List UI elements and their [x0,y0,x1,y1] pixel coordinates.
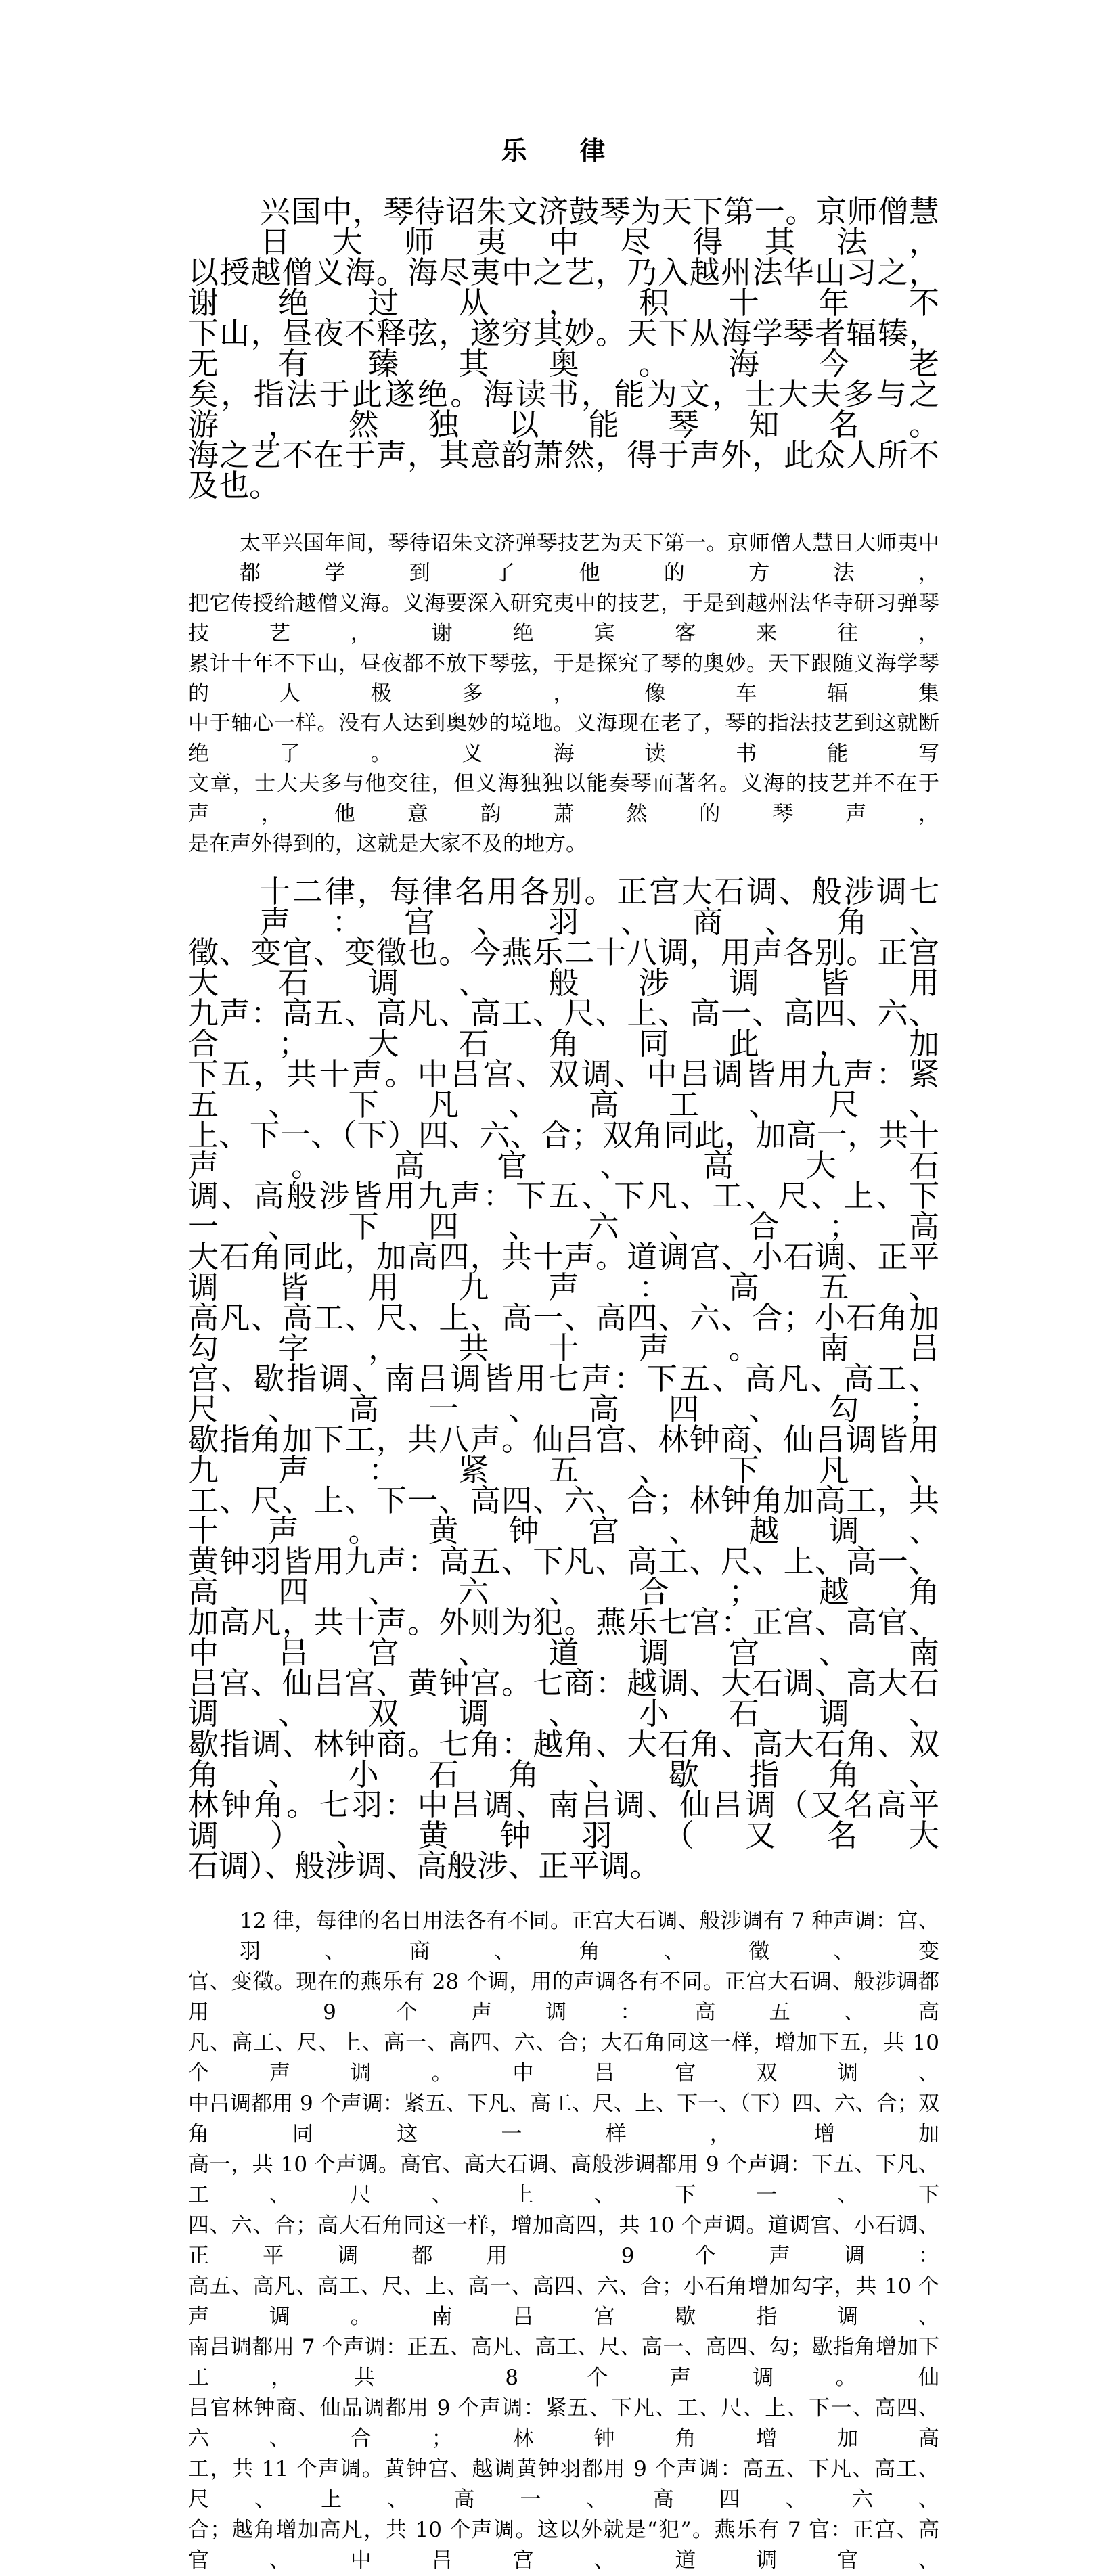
text-line: 合；越角增加高凡，共 10 个声调。这以外就是“犯”。燕乐有 7 官：正宫、高官、中吕宫、道调官、 [188,2518,939,2573]
text-line: 加高凡，共十声。外则为犯。燕乐七宫：正宫、高官、中吕宫、道调宫、南 [188,1604,939,1671]
text-line: 林钟角。七羽：中吕调、南吕调、仙吕调（又名高平调）、黄钟羽（又名大 [188,1787,939,1854]
text-line: 歇指角加下工，共八声。仙吕宫、林钟商、仙吕调皆用九声：紧五、下凡、 [188,1422,939,1489]
text-line: 中于轴心一样。没有人达到奥妙的境地。义海现在老了，琴的指法技艺到这就断绝了。义海读书能写 [188,711,939,766]
text-line: 高一，共 10 个声调。高官、高大石调、高般涉调都用 9 个声调：下五、下凡、工、尺、上、下一、下 [188,2152,939,2208]
text-line: 是在声外得到的，这就是大家不及的地方。 [188,832,587,857]
text-line: 大石角同此，加高四，共十声。道调宫、小石调、正平调皆用九声：高五、 [188,1239,939,1306]
text-line: 中吕调都用 9 个声调：紧五、下凡、高工、尺、上、下一、（下）四、六、合；双角同这一样，增加 [188,2092,939,2147]
text-line: 兴国中，琴待诏朱文济鼓琴为天下第一。京师僧慧日大师夷中尽得其法， [260,194,939,260]
original-paragraph-1 [188,196,939,501]
text-line: 太平兴国年间，琴待诏朱文济弹琴技艺为天下第一。京师僧人慧日大师夷中都学到了他的方法， [240,531,939,586]
text-line: 四、六、合；高大石角同这一样，增加高四，共 10 个声调。道调宫、小石调、正平调都用 9 个声调： [188,2213,939,2269]
text-line: 官、变徵。现在的燕乐有 28 个调，用的声调各有不同。正宫大石调、般涉调都用 9 个声调：高五、高 [188,1970,939,2025]
original-paragraph-2 [188,874,939,1884]
text-line: 海之艺不在于声，其意韵萧然，得于声外，此众人所不及也。 [188,437,939,503]
text-line: 十二律，每律名用各别。正宫大石调、般涉调七声：宫、羽、商、角、 [260,874,939,941]
text-line: 南吕调都用 7 个声调：正五、高凡、高工、尺、高一、高四、勾；歇指角增加下工，共 8 个声调。仙 [188,2335,939,2391]
text-line: 工、尺、上、下一、高四、六、合；林钟角加高工，共十声。黄钟宫、越调、 [188,1483,939,1550]
text-line: 宫、歇指调、南吕调皆用七声：下五、高凡、高工、尺、高一、高四、勾； [188,1361,939,1428]
text-line: 吕官林钟商、仙品调都用 9 个声调：紧五、下凡、工、尺、上、下一、高四、六、合；林钟角增加高 [188,2396,939,2451]
text-line: 调、高般涉皆用九声：下五、下凡、工、尺、上、下一、下四、六、合；高 [188,1178,939,1245]
text-line: 高凡、高工、尺、上、高一、高四、六、合；小石角加勾字，共十声。南吕 [188,1300,939,1367]
text-line: 矣，指法于此遂绝。海读书，能为文，士大夫多与之游，然独以能琴知名。 [188,376,939,443]
text-line: 九声：高五、高凡、高工、尺、上、高一、高四、六、合；大石角同此，加 [188,995,939,1062]
text-line: 下五，共十声。中吕宫、双调、中吕调皆用九声：紧五、下凡、高工、尺、 [188,1056,939,1123]
text-line: 上、下一、（下）四、六、合；双角同此，加高一，共十声。高官、高大石 [188,1117,939,1184]
text-line: 黄钟羽皆用九声：高五、下凡、高工、尺、上、高一、高四、六、合；越角 [188,1543,939,1610]
text-line: 文章，士大夫多与他交往，但义海独独以能奏琴而著名。义海的技艺并不在于声，他意韵萧然的琴声， [188,771,939,826]
text-line: 凡、高工、尺、上、高一、高四、六、合；大石角同这一样，增加下五，共 10 个声调。中吕官双调、 [188,2031,939,2086]
text-line: 吕宫、仙吕宫、黄钟宫。七商：越调、大石调、高大石调、双调、小石调、 [188,1665,939,1732]
text-line: 12 律，每律的名目用法各有不同。正宫大石调、般涉调有 7 种声调：宫、羽、商、角、徵、变 [240,1909,939,1964]
page-title: 乐 律 [501,135,619,166]
text-line: 累计十年不下山，昼夜都不放下琴弦，于是探究了琴的奥妙。天下跟随义海学琴的人极多，像车辐集 [188,651,939,706]
text-line: 把它传授给越僧义海。义海要深入研究夷中的技艺，于是到越州法华寺研习弹琴技艺，谢绝宾客来往， [188,591,939,646]
text-line: 以授越僧义海。海尽夷中之艺，乃入越州法华山习之，谢绝过从，积十年不 [188,254,939,321]
text-line: 石调）、般涉调、高般涉、正平调。 [188,1848,660,1884]
text-line: 歇指调、林钟商。七角：越角、大石角、高大石角、双角、小石角、歇指角、 [188,1726,939,1793]
text-line: 工，共 11 个声调。黄钟宫、越调黄钟羽都用 9 个声调：高五、下凡、高工、尺、上、高一、高四、六、 [188,2457,939,2512]
translation-paragraph-2 [188,1906,939,2576]
text-line: 高五、高凡、高工、尺、上、高一、高四、六、合；小石角增加勾字，共 10 个声调。南吕宫歇指调、 [188,2274,939,2330]
text-line: 下山，昼夜不释弦，遂穷其妙。天下从海学琴者辐辏，无有臻其奥。海今老 [188,315,939,382]
text-line: 徵、变官、变徵也。今燕乐二十八调，用声各别。正宫大石调、般涉调皆用 [188,934,939,1001]
translation-paragraph-1 [188,528,939,859]
